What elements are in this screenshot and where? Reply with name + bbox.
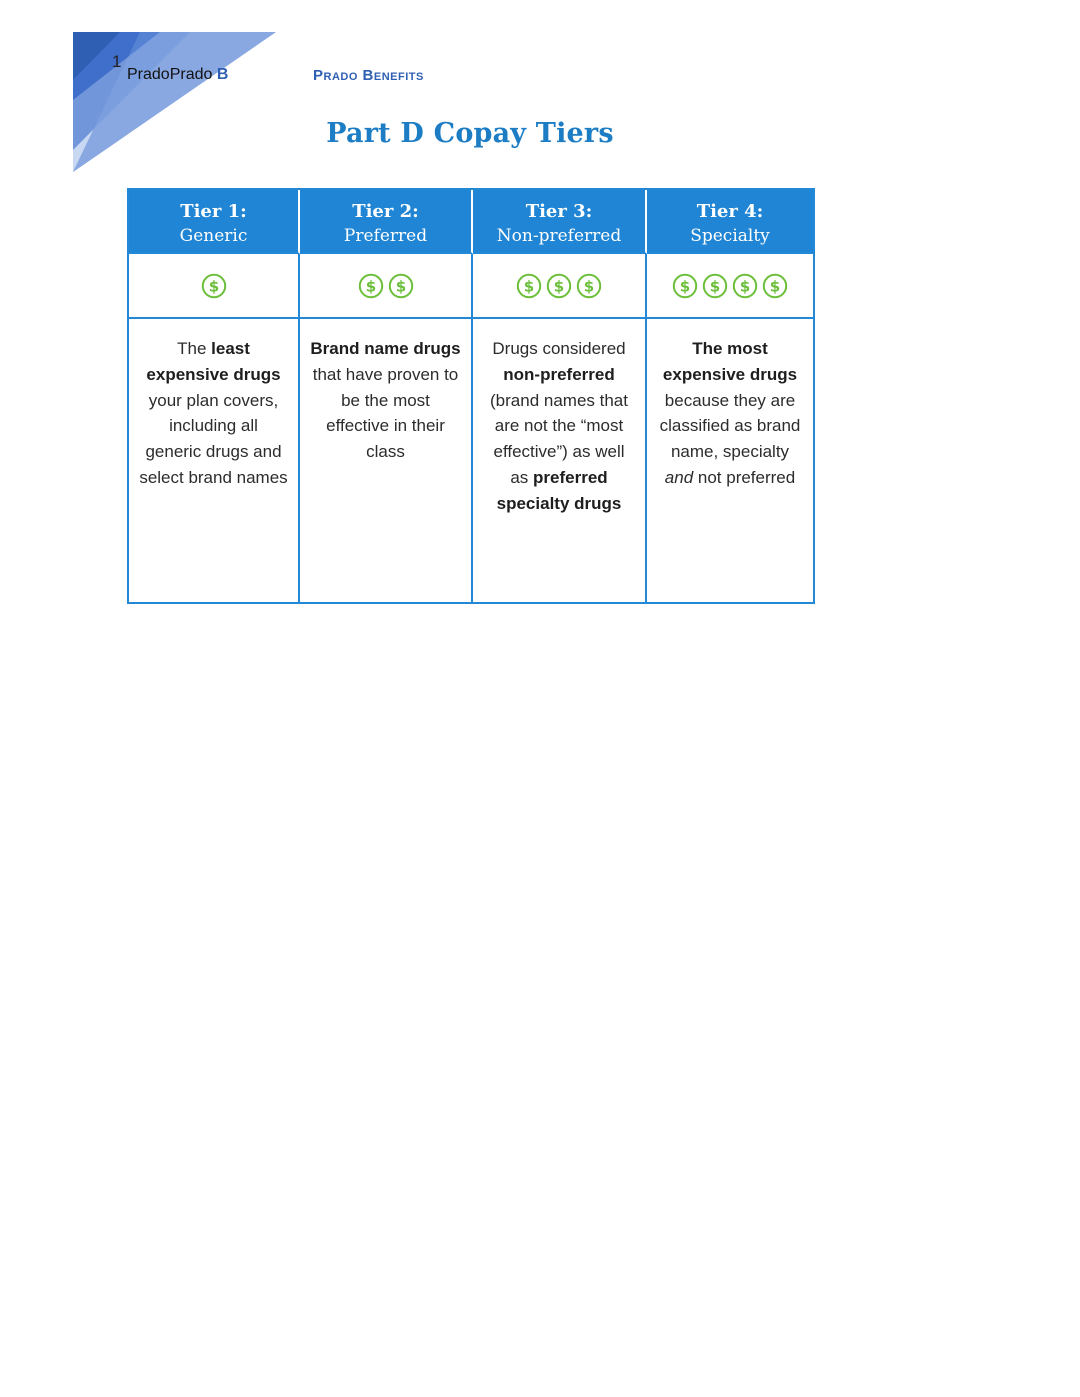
description-segment: (brand names that are not the “most effective”) as well as bbox=[490, 390, 628, 487]
dollar-coin-icon bbox=[388, 273, 414, 299]
dollar-coin-icon bbox=[516, 273, 542, 299]
description-segment: least expensive drugs bbox=[146, 339, 281, 384]
svg-text:$: $ bbox=[583, 277, 595, 295]
tier-label: Tier 4: bbox=[696, 201, 764, 222]
copay-tiers-table bbox=[127, 188, 815, 604]
header-company-name: Prado Benefits bbox=[313, 67, 424, 84]
tier-name: Generic bbox=[179, 226, 248, 246]
svg-text:$: $ bbox=[709, 277, 721, 295]
tier-label: Tier 2: bbox=[352, 201, 419, 222]
dollar-coin-icon bbox=[732, 273, 758, 299]
tier-1-description bbox=[129, 319, 300, 602]
dollar-coin-icon bbox=[672, 273, 698, 299]
description-segment: The bbox=[177, 339, 212, 358]
header-left-text bbox=[127, 66, 228, 84]
tier-name: Non-preferred bbox=[496, 226, 622, 246]
description-segment: preferred specialty drugs bbox=[496, 467, 622, 513]
description-segment: and bbox=[664, 467, 694, 487]
tier-2-cost-icons bbox=[300, 254, 473, 319]
tier-1-header bbox=[129, 190, 300, 254]
description-segment: The most expensive drugs bbox=[662, 339, 798, 384]
svg-text:$: $ bbox=[553, 277, 565, 295]
tier-2-header bbox=[300, 190, 473, 254]
svg-text:$: $ bbox=[365, 277, 376, 295]
tier-2-description bbox=[300, 319, 473, 602]
tier-4-header bbox=[647, 190, 813, 254]
tier-name: Specialty bbox=[690, 226, 770, 246]
svg-text:$: $ bbox=[769, 277, 781, 295]
tier-1-cost-icons bbox=[129, 254, 300, 319]
description-segment: that have proven to be the most effective in their class bbox=[312, 364, 459, 462]
description-segment: because they are classified as brand name, specialty bbox=[659, 390, 801, 462]
tier-3-header bbox=[473, 190, 647, 254]
description-segment: Drugs considered bbox=[492, 339, 626, 358]
header-left-main: PradoPrado bbox=[127, 66, 217, 83]
corner-decoration bbox=[0, 0, 290, 180]
dollar-coin-icon bbox=[358, 273, 384, 299]
dollar-coin-icon bbox=[201, 273, 227, 299]
tier-4-description bbox=[647, 319, 813, 602]
description-segment: not preferred bbox=[693, 467, 796, 487]
svg-text:$: $ bbox=[679, 277, 691, 295]
description-segment: non-preferred bbox=[503, 364, 615, 384]
graphic-title: Part D Copay Tiers bbox=[326, 118, 614, 149]
description-segment: your plan covers, including all generic drugs and select brand names bbox=[139, 390, 288, 487]
description-segment: Brand name drugs bbox=[310, 339, 461, 358]
svg-text:$: $ bbox=[395, 277, 406, 295]
tier-label: Tier 1: bbox=[180, 201, 247, 222]
dollar-coin-icon bbox=[546, 273, 572, 299]
tier-4-cost-icons bbox=[647, 254, 813, 319]
tier-name: Preferred bbox=[343, 226, 428, 246]
page-number: 1 bbox=[112, 52, 122, 71]
svg-text:$: $ bbox=[208, 277, 219, 295]
svg-text:$: $ bbox=[739, 277, 751, 295]
svg-text:$: $ bbox=[523, 277, 535, 295]
dollar-coin-icon bbox=[576, 273, 602, 299]
tier-3-cost-icons bbox=[473, 254, 647, 319]
tier-label: Tier 3: bbox=[525, 201, 593, 222]
header-left-accent: B bbox=[216, 66, 229, 83]
tier-3-description bbox=[473, 319, 647, 602]
dollar-coin-icon bbox=[702, 273, 728, 299]
dollar-coin-icon bbox=[762, 273, 788, 299]
